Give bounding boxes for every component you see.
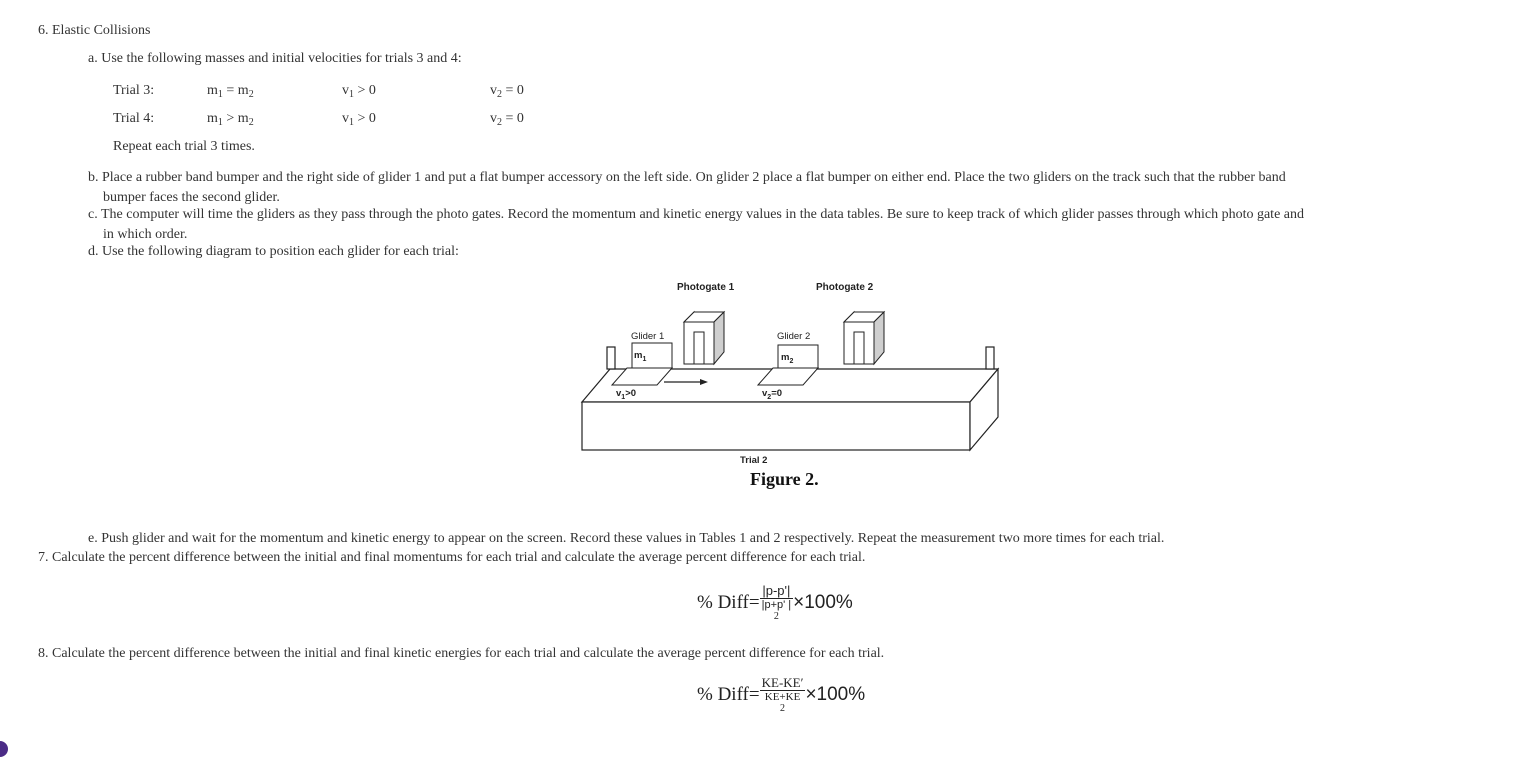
step-d-text: d. Use the following diagram to position each glider for each trial: bbox=[88, 244, 459, 259]
v2-condition: $v_2 = 0$ bbox=[490, 111, 524, 128]
glider-2-label: Glider 2 bbox=[777, 331, 811, 342]
m1-label: $m_1$ bbox=[634, 350, 647, 363]
photogate-1-shape bbox=[684, 312, 724, 364]
formula-fraction bbox=[760, 676, 806, 714]
step-7-text: 7. Calculate the percent difference between the initial and final momentums for each trial and calculate the average percent difference for each trial. bbox=[38, 550, 866, 565]
formula-rhs: ×100% bbox=[793, 592, 853, 613]
formula-denominator-2: 2 bbox=[780, 703, 786, 714]
formula-denominator: KE+KE bbox=[760, 690, 806, 703]
mass-relation: $m_1 > m_2$ bbox=[207, 111, 254, 128]
formula-fraction bbox=[760, 584, 794, 622]
trial-label-figure: Trial 2 bbox=[740, 455, 768, 466]
figure-caption: Figure 2. bbox=[750, 469, 819, 489]
end-stop-left bbox=[607, 347, 615, 369]
photogate-1-label: Photogate 1 bbox=[677, 282, 735, 293]
percent-diff-energy-formula bbox=[697, 676, 865, 714]
m2-label: $m_2$ bbox=[781, 352, 794, 365]
percent-diff-momentum-formula bbox=[697, 584, 853, 622]
photogate-2-label: Photogate 2 bbox=[816, 282, 874, 293]
formula-lhs: % Diff= bbox=[697, 592, 760, 613]
step-c-text-cont: in which order. bbox=[103, 227, 188, 242]
glider-diagram bbox=[570, 272, 1010, 492]
glider-1-label: Glider 1 bbox=[631, 331, 665, 342]
repeat-text: Repeat each trial 3 times. bbox=[113, 139, 255, 154]
formula-denominator: |p+p' | bbox=[761, 599, 792, 611]
section-heading: 6. Elastic Collisions bbox=[38, 23, 151, 38]
formula-rhs: ×100% bbox=[805, 684, 866, 705]
v2-condition: $v_2 = 0$ bbox=[490, 83, 524, 100]
photogate-2-shape bbox=[844, 312, 884, 364]
step-c-text: c. The computer will time the gliders as they pass through the photo gates. Record the momentum and kinetic energy values in the data tables. Be sure to keep track of which glider passes through which photo gate and bbox=[88, 207, 1304, 222]
end-stop-right bbox=[986, 347, 994, 369]
corner-decoration bbox=[0, 741, 8, 757]
v1-condition: $v_1 > 0$ bbox=[342, 83, 376, 100]
formula-lhs: % Diff= bbox=[697, 684, 760, 705]
v1-label: $v_1>0$ bbox=[616, 388, 637, 401]
step-a-text: a. Use the following masses and initial velocities for trials 3 and 4: bbox=[88, 51, 462, 66]
formula-numerator: |p-p'| bbox=[762, 583, 791, 598]
step-e-text: e. Push glider and wait for the momentum and kinetic energy to appear on the screen. Record these values in Tables 1 and 2 respectively. Repeat the measurement two more times for each trial. bbox=[88, 531, 1165, 546]
step-b-text: b. Place a rubber band bumper and the right side of glider 1 and put a flat bumper accessory on the left side. On glider 2 place a flat bumper on either end. Place the two gliders on the track such that the rubber band bbox=[88, 170, 1286, 185]
v1-condition: $v_1 > 0$ bbox=[342, 111, 376, 128]
formula-numerator: KE-KE′ bbox=[761, 675, 804, 690]
formula-denominator-2: 2 bbox=[773, 611, 779, 622]
trial-label: Trial 3: bbox=[113, 83, 155, 98]
track-front bbox=[582, 402, 970, 450]
step-8-text: 8. Calculate the percent difference between the initial and final kinetic energies for each trial and calculate the average percent difference for each trial. bbox=[38, 646, 885, 661]
v2-label: $v_2=0$ bbox=[762, 388, 783, 401]
step-b-text-cont: bumper faces the second glider. bbox=[103, 190, 280, 205]
trial-label: Trial 4: bbox=[113, 111, 155, 126]
mass-relation: $m_1 = m_2$ bbox=[207, 83, 254, 100]
